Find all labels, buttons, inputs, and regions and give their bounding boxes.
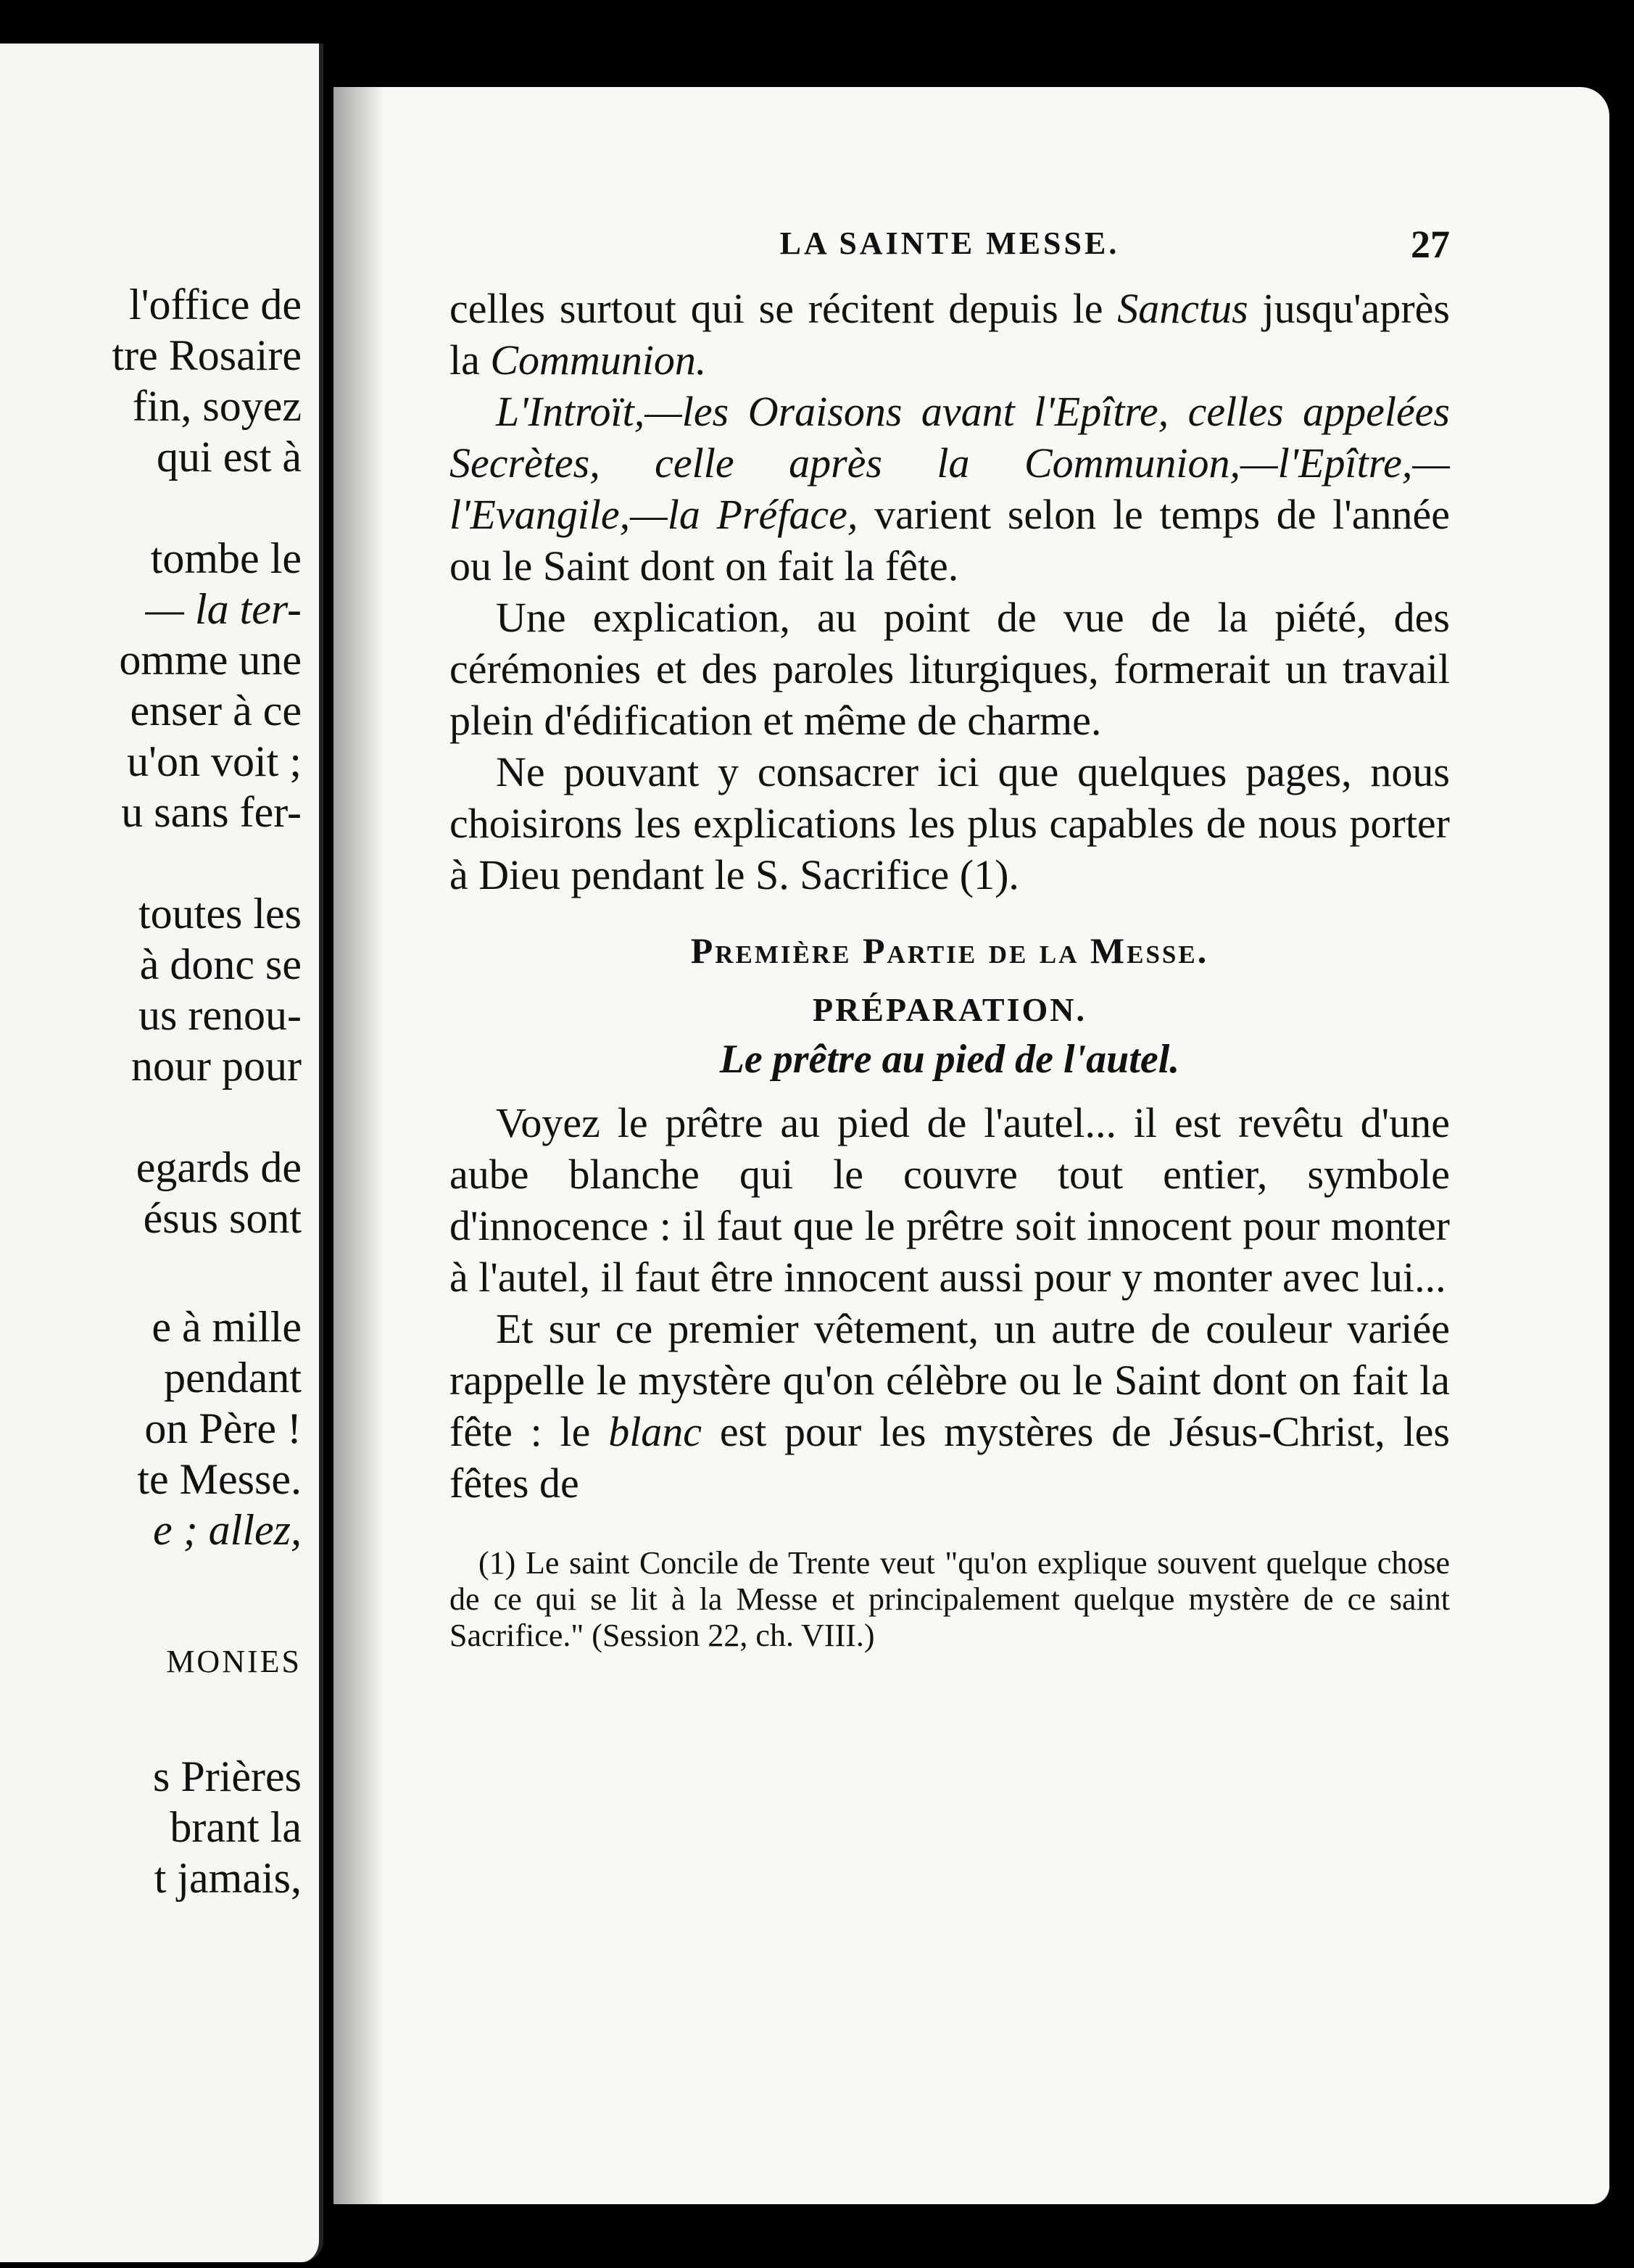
left-page-line: u'on voit ;	[127, 737, 302, 785]
subsection-heading: Le prêtre au pied de l'autel.	[719, 1037, 1180, 1082]
paragraph-text: varient selon le temps de l'année ou le Saint dont on fait la fête.	[449, 491, 1450, 589]
paragraph: Ne pouvant y consacrer ici que quelques pages, nous choisirons les explications les plus capables de nous porter à Dieu pendant le S. Sacrifice (1).	[449, 748, 1450, 898]
page-number: 27	[1411, 223, 1450, 266]
paragraph-italic: blanc	[608, 1408, 702, 1455]
left-page-line: tombe le	[150, 534, 302, 582]
left-page-line: s Prières	[153, 1752, 302, 1800]
left-page-line: t jamais,	[154, 1854, 302, 1902]
left-page-line: toutes les	[138, 890, 302, 938]
paragraph	[449, 386, 1450, 592]
left-page-line: te Messe.	[137, 1455, 302, 1503]
gutter-shadow	[333, 87, 384, 2204]
paragraph	[449, 1303, 1450, 1509]
paragraph: Une explication, au point de vue de la piété, des cérémonies et des paroles liturgiques, formerait un travail plein d'édification et même de charme.	[449, 594, 1450, 744]
paragraph-italic: L'Introït,—les Oraisons avant l'Epître, celles appelées Secrètes, celle après la Communion,—l'Epître,—l'Evangile,—la Préface,	[449, 388, 1450, 538]
paragraph-text: Et sur ce premier vêtement, un autre de couleur variée rappelle le mystère qu'on célèbre ou le Saint dont on fait la fête : le	[449, 1305, 1450, 1455]
left-page-line: e à mille	[152, 1303, 302, 1351]
left-page-line: pendant	[164, 1354, 302, 1402]
paragraph-italic: Sanctus	[1117, 285, 1248, 332]
paragraph: Voyez le prêtre au pied de l'autel... il est revêtu d'une aube blanche qui le couvre tout entier, symbole d'innocence : il faut que le prêtre soit innocent pour monter à l'autel, il faut être innocent aussi pour y monter avec lui...	[449, 1099, 1450, 1301]
left-page-line: nour pour	[131, 1042, 302, 1090]
left-page-line: omme une	[119, 636, 302, 684]
paragraph-italic: Communion.	[490, 336, 707, 384]
left-page-line: qui est à	[157, 433, 302, 481]
left-page-line: MONIES	[166, 1644, 302, 1679]
left-page-line: ésus sont	[143, 1194, 302, 1242]
left-page-line: brant la	[170, 1803, 302, 1851]
left-page-line: u sans fer-	[121, 788, 302, 836]
paragraph	[449, 283, 1450, 386]
footnote: (1) Le saint Concile de Trente veut "qu'on explique souvent quelque chose de ce qui se lit à la Messe et principalement quelque mystère de ce saint Sacrifice." (Session 22, ch. VIII.)	[449, 1545, 1450, 1653]
left-page-line: e ; allez,	[153, 1506, 302, 1554]
paragraph-text: est pour les mystères de Jésus-Christ, les fêtes de	[449, 1408, 1450, 1507]
left-page-fragment	[0, 44, 323, 2262]
left-page-line: egards de	[136, 1143, 302, 1191]
left-page-line: enser à ce	[130, 687, 302, 734]
running-title: LA SAINTE MESSE.	[779, 225, 1120, 261]
left-page-line: us renou-	[138, 991, 302, 1039]
left-page-line: fin, soyez	[132, 382, 302, 430]
page-text-block	[449, 225, 1450, 1686]
left-page-line: on Père !	[144, 1404, 302, 1452]
paragraph-text: celles surtout qui se récitent depuis le	[449, 285, 1118, 332]
paragraph-text: jusqu'après la	[449, 285, 1450, 384]
left-page-line: à donc se	[139, 940, 302, 988]
left-page-line: tre Rosaire	[112, 331, 302, 379]
running-head	[449, 225, 1450, 283]
left-page-line: — la ter-	[145, 585, 302, 633]
left-page-line: l'office de	[129, 281, 302, 328]
part-heading: Première Partie de la Messe.	[690, 930, 1209, 971]
section-heading: PRÉPARATION.	[812, 991, 1087, 1028]
right-page	[333, 87, 1609, 2204]
